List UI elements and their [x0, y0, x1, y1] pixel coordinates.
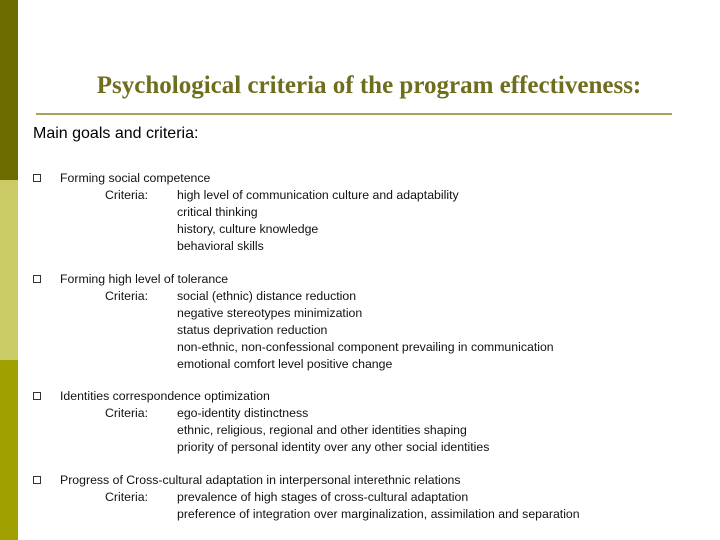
criterion: social (ethnic) distance reduction	[177, 289, 357, 303]
criteria-block	[105, 405, 489, 456]
goal-heading: Forming social competence	[60, 171, 211, 185]
criteria-block	[105, 187, 459, 255]
list-item	[33, 388, 489, 456]
criterion: ethnic, religious, regional and other identities shaping	[177, 423, 467, 437]
accent-bar-middle	[0, 180, 18, 360]
criteria-label: Criteria:	[105, 406, 149, 420]
criterion: high level of communication culture and adaptability	[177, 188, 459, 202]
list-item	[33, 271, 554, 373]
criteria-label: Criteria:	[105, 188, 149, 202]
goal-heading: Forming high level of tolerance	[60, 272, 229, 286]
criterion: ego-identity distinctness	[177, 406, 309, 420]
square-bullet-icon	[33, 476, 41, 484]
list-item	[33, 472, 580, 523]
accent-bar-top	[0, 0, 18, 180]
criterion: emotional comfort level positive change	[177, 357, 393, 371]
subtitle: Main goals and criteria:	[33, 125, 199, 142]
criteria-label: Criteria:	[105, 490, 149, 504]
list-item	[33, 170, 459, 255]
criterion: behavioral skills	[177, 239, 264, 253]
criterion: status deprivation reduction	[177, 323, 328, 337]
criterion: preference of integration over marginalization, assimilation and separation	[177, 507, 580, 521]
criterion: history, culture knowledge	[177, 222, 319, 236]
goal-heading: Identities correspondence optimization	[60, 389, 270, 403]
square-bullet-icon	[33, 275, 41, 283]
square-bullet-icon	[33, 392, 41, 400]
criterion: negative stereotypes minimization	[177, 306, 363, 320]
criterion: non-ethnic, non-confessional component prevailing in communication	[177, 340, 554, 354]
goal-heading: Progress of Cross-cultural adaptation in interpersonal interethnic relations	[60, 473, 461, 487]
slide-title: Psychological criteria of the program effectiveness:	[96, 72, 642, 99]
criterion: prevalence of high stages of cross-cultural adaptation	[177, 490, 469, 504]
criteria-block	[105, 489, 580, 523]
title-divider	[36, 113, 672, 115]
square-bullet-icon	[33, 174, 41, 182]
accent-bar-bottom	[0, 360, 18, 540]
criteria-label: Criteria:	[105, 289, 149, 303]
criterion: priority of personal identity over any other social identities	[177, 440, 490, 454]
criterion: critical thinking	[177, 205, 258, 219]
criteria-block	[105, 288, 554, 373]
